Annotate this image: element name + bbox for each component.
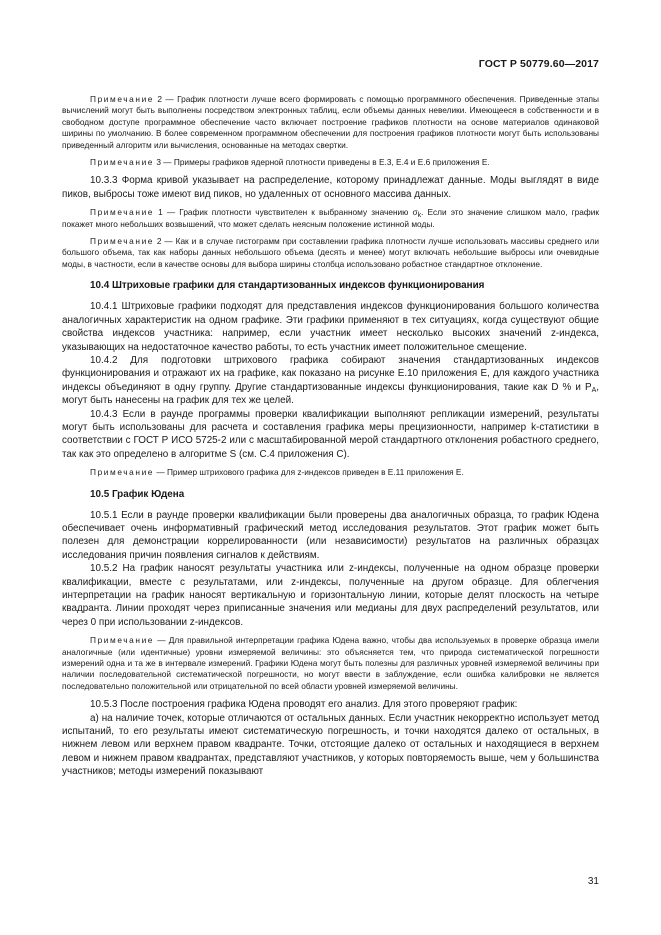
note-text: 2 — Как и в случае гистограмм при составлении графика плотности лучше использовать массивы среднего или большого объема, так как наборы данных небольшого объема (десять и менее) могут включать небольшие выбросы или очевидные моды, в частности, если в качестве основы для выбора ширины столбца использовано робастное стандартное отклонение. [62,236,599,269]
page-number: 31 [587,876,599,887]
body-paragraph: 10.5.1 Если в раунде проверки квалификации были проверены два аналогичных образца, то график Юдена обеспечивает очень информативный графический метод исследования результатов. Этот график может быть полезен для демонстрации коррелированности (или независимости) результатов на различных образцах исследования причин появления сигналов к действиям. [62,509,599,561]
note-label: Примечание [90,635,155,646]
note-paragraph [62,467,599,478]
body-paragraph: 10.3.3 Форма кривой указывает на распределение, которому принадлежат данные. Моды выглядят в виде пиков, выбросы тоже имеют вид пиков, но удаленных от основного массива данных. [62,175,599,200]
body-text: , могут быть нанесены на график для тех же целей. [62,381,599,407]
subscript: k [417,212,422,220]
subscript: A [591,386,597,394]
note-paragraph [62,207,599,230]
note-label: Примечание [90,94,155,104]
body-paragraph: 10.5.2 На график наносят результаты участника или z-индексы, полученные на одном образце проверки квалификации, вместе с результатами, или z-индексы, полученные на другом образце. Для облегчения интерпретации на график наносят вертикальную и горизонтальную линии, которые делят плоскость на четыре квадранта. Линии проходят через приписанные значения или медианы для двух распределений результатов, или через 0 при использовании z-индексов. [62,563,599,628]
page-content [62,94,599,779]
note-paragraph [62,157,599,168]
note-paragraph [62,94,599,151]
body-paragraph [62,354,599,408]
note-text: 2 — График плотности лучше всего формировать с помощью программного обеспечения. Приведенные этапы вычислений могут быть выполнены посредством электронных таблиц, если объемы данных невелики. Имеющееся в собственности и в свободном доступе программное обеспечение часто включает построение графиков плотности на основе материалов одинаковой ширины по умолчанию. В более современном программном обеспечении для построения графиков плотности могут быть использованы приведенный алгоритм или вычисления, основанные на методах свертки. [62,94,599,150]
body-paragraph: 10.4.3 Если в раунде программы проверки квалификации выполняют репликации измерений, результаты могут быть использованы для расчета и составления графика меры прецизионности, например k-статистики в соответствии с ГОСТ Р ИСО 5725-2 или с масштабированной мерой стандартного отклонения робастного среднего, так как это определено в алгоритме S (см. С.4 приложения С). [62,408,599,460]
body-paragraph: а) на наличие точек, которые отличаются от остальных данных. Если участник некорректно использует метод испытаний, то его результаты имеют систематическую погрешность, и точки находятся далеко от остальных, в нижнем левом или верхнем правом квадранте. Точки, отстоящие далеко от остальных и находящиеся в верхнем левом и нижнем правом квадрантах, представляют участников, у которых повторяемость выше, чем у большинства участников; методы измерений показывают [62,712,599,778]
note-label: Примечание [90,236,155,247]
section-heading: 10.5 График Юдена [90,488,185,500]
section-heading: 10.4 Штриховые графики для стандартизованных индексов функционирования [90,280,485,292]
note-text: 3 — Примеры графиков ядерной плотности приведены в Е.3, Е.4 и Е.6 приложения Е. [154,157,490,168]
note-text: 1 — График плотности чувствителен к выбранному значению σ [154,207,418,218]
note-label: Примечание [90,157,155,168]
body-text: 10.4.2 Для подготовки штрихового графика собирают значения стандартизованных индексов функционирования и отражают их на графике, как показано на рисунке Е.10 приложения Е, для каждого участника индексы объединяют в одну группу. Другие стандартизованные индексы функционирования, такие как D % и P [62,354,599,393]
body-paragraph: 10.5.3 После построения графика Юдена проводят его анализ. Для этого проверяют график: [90,699,518,711]
note-paragraph [62,635,599,692]
note-text: — Пример штрихового графика для z-индексов приведен в Е.11 приложения Е. [154,467,464,478]
note-paragraph [62,236,599,270]
body-paragraph: 10.4.1 Штриховые графики подходят для представления индексов функционирования большого количества аналогичных характеристик на одном графике. Эти графики применяют в тех ситуациях, когда существуют общие свойства индексов участника: например, если участник имеет несколько высоких значений z-индекса, указывающих на недостаточное качество работы, то есть участник имеет положительное смещение. [62,301,599,353]
document-id: ГОСТ Р 50779.60—2017 [478,58,599,70]
note-text: — Для правильной интерпретации графика Юдена важно, чтобы два используемых в проверке образца имели аналогичные (или идентичные) уровни измеряемой величины: это объясняется тем, что природа систематической погрешности измерений одна и та же в интервале измерений. Графики Юдена могут быть полезны для различных уровней измеряемой величины при наличии последовательной систематической погрешности, но могут ввести в заблуждение, если ошибка калибровки не является последовательно положительной или отрицательной по всей области уровней измеряемой величины. [62,635,599,691]
note-label: Примечание [90,207,155,218]
note-label: Примечание [90,467,155,478]
note-text: . Если это значение слишком мало, график покажет много небольших возвышений, что может сделать неясным положение истинной моды. [62,207,599,229]
